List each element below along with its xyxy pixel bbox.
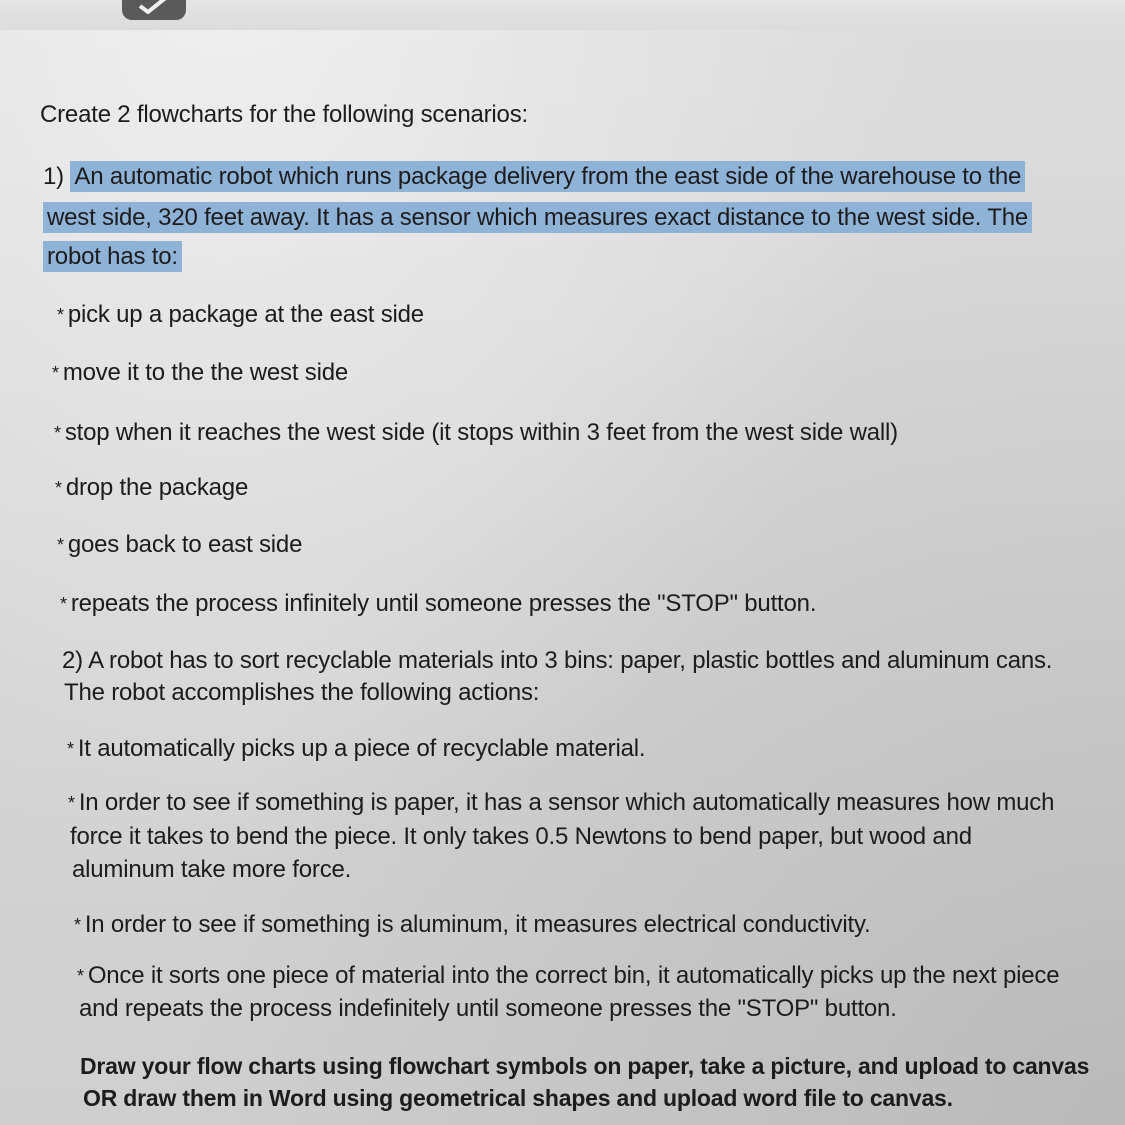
bullet: * bbox=[55, 478, 62, 498]
scenario2-step-4-line-1 bbox=[77, 961, 1059, 991]
scenario2-step-2-line-3: aluminum take more force. bbox=[72, 856, 352, 883]
step-text: drop the package bbox=[65, 474, 249, 501]
scenario1-line-2 bbox=[43, 203, 1032, 233]
scenario2-step-2-line-2: force it takes to bend the piece. It only takes 0.5 Newtons to bend paper, but wood and bbox=[70, 823, 972, 850]
scenario2-step-4-line-2: and repeats the process indefinitely until someone presses the "STOP" button. bbox=[79, 995, 897, 1022]
scenario2-step-1 bbox=[67, 734, 645, 764]
bullet: * bbox=[68, 793, 75, 813]
step-text: Once it sorts one piece of material into the correct bin, it automatically picks up the next piece bbox=[87, 962, 1060, 989]
scenario1-step-5 bbox=[57, 530, 302, 560]
step-text: move it to the the west side bbox=[62, 359, 349, 386]
scenario2-step-2-line-1 bbox=[68, 788, 1054, 818]
scenario1-line-3 bbox=[43, 242, 182, 272]
step-text: repeats the process infinitely until someone presses the "STOP" button. bbox=[70, 590, 817, 617]
step-text: stop when it reaches the west side (it stops within 3 feet from the west side wall) bbox=[64, 419, 898, 446]
scenario1-text-3: robot has to: bbox=[43, 241, 182, 272]
scenario1-text-2: west side, 320 feet away. It has a sensor which measures exact distance to the west side. The bbox=[43, 202, 1032, 233]
pencil-icon[interactable] bbox=[122, 0, 186, 20]
scenario1-step-4 bbox=[55, 473, 248, 503]
instructions-line-2: OR draw them in Word using geometrical shapes and upload word file to canvas. bbox=[83, 1085, 953, 1111]
bullet: * bbox=[67, 739, 74, 759]
bullet: * bbox=[57, 535, 64, 555]
step-text: pick up a package at the east side bbox=[67, 301, 424, 328]
scenario1-step-3 bbox=[54, 418, 898, 448]
scenario1-step-1 bbox=[57, 300, 424, 330]
scenario1-number: 1) bbox=[43, 163, 64, 190]
step-text: It automatically picks up a piece of recyclable material. bbox=[77, 735, 646, 762]
bullet: * bbox=[54, 423, 61, 443]
instructions-line-1: Draw your flow charts using flowchart symbols on paper, take a picture, and upload to canvas bbox=[80, 1053, 1090, 1079]
bullet: * bbox=[74, 915, 81, 935]
intro-text: Create 2 flowcharts for the following scenarios: bbox=[40, 101, 528, 128]
scenario2-line-2: The robot accomplishes the following actions: bbox=[64, 679, 540, 706]
scenario1-line-1 bbox=[43, 162, 1025, 192]
step-text: In order to see if something is aluminum, it measures electrical conductivity. bbox=[84, 911, 871, 938]
step-text: goes back to east side bbox=[67, 531, 303, 558]
scenario1-text-1: An automatic robot which runs package delivery from the east side of the warehouse to the bbox=[70, 161, 1025, 192]
bullet: * bbox=[77, 966, 84, 986]
scenario2-line-1: 2) A robot has to sort recyclable materials into 3 bins: paper, plastic bottles and aluminum cans. bbox=[62, 647, 1053, 674]
scenario2-step-3 bbox=[74, 910, 870, 940]
scenario1-step-6 bbox=[60, 589, 816, 619]
bullet: * bbox=[52, 363, 59, 383]
bullet: * bbox=[60, 594, 67, 614]
scenario1-step-2 bbox=[52, 358, 348, 388]
top-bar bbox=[0, 0, 1125, 30]
bullet: * bbox=[57, 305, 64, 325]
step-text: In order to see if something is paper, it has a sensor which automatically measures how much bbox=[78, 789, 1055, 816]
